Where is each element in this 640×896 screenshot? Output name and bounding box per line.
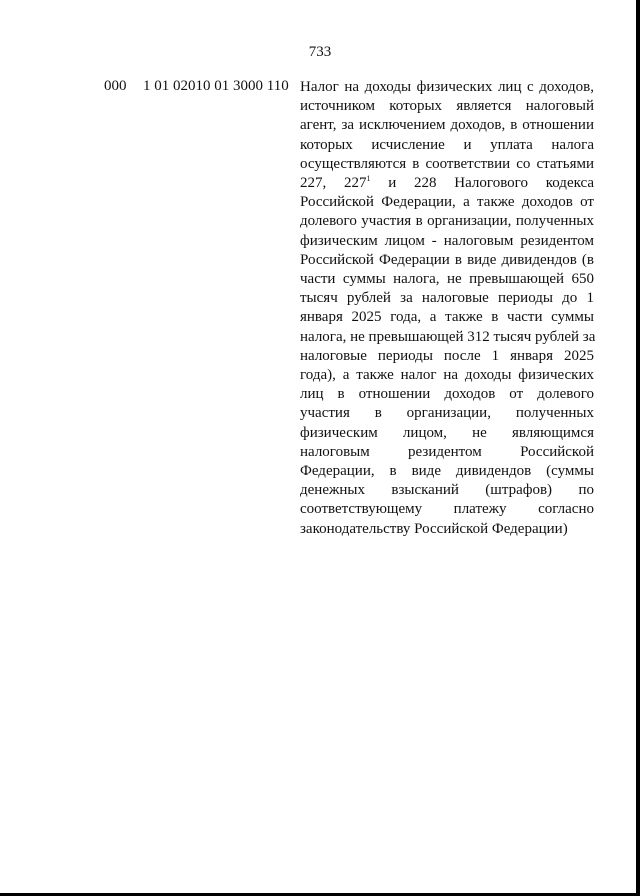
income-description (300, 78, 594, 539)
description-line: физическим лицом - налоговым резидентом (300, 232, 594, 249)
page-number: 733 (308, 44, 332, 60)
description-line: осуществляются в соответствии со статьями (300, 155, 594, 172)
description-line: законодательству Российской Федерации) (300, 520, 568, 537)
description-line: налога, не превышающей 312 тысяч рублей за (300, 328, 596, 345)
description-line: участия в организации, полученных (300, 405, 594, 422)
description-line: тысяч рублей за налоговые периоды до 1 (300, 290, 594, 307)
description-line: налоговым резидентом Российской (300, 443, 594, 460)
description-line: денежных взысканий (штрафов) по (300, 482, 594, 499)
description-line: долевого участия в организации, полученных (300, 213, 594, 230)
description-line: Налог на доходы физических лиц с доходов, (300, 79, 594, 95)
description-line: агент, за исключением доходов, в отношении (300, 117, 594, 134)
description-line: части суммы налога, не превышающей 650 (300, 271, 594, 288)
description-line-with-article (300, 174, 594, 193)
description-line: источником которых является налоговый (300, 98, 594, 115)
description-line: Российской Федерации в виде дивидендов (в (300, 251, 594, 268)
description-line: Федерации, в виде дивидендов (суммы (300, 463, 594, 480)
budget-classification-code: 1 01 02010 01 3000 110 (143, 78, 289, 94)
article-rest: и 228 Налогового кодекса (370, 175, 595, 192)
description-line: соответствующему платежу согласно (300, 501, 594, 518)
description-line: Российской Федерации, а также доходов от (300, 194, 594, 211)
description-line: лиц в отношении доходов от долевого (300, 386, 594, 403)
administrator-code: 000 (104, 78, 127, 94)
description-line: налоговые периоды после 1 января 2025 (300, 347, 594, 364)
description-line: которых исчисление и уплата налога (300, 136, 594, 153)
description-line: января 2025 года, а также в части суммы (300, 309, 594, 326)
article-numbers: 227, 227 (300, 175, 367, 192)
description-line: года), а также налог на доходы физических (300, 367, 594, 384)
description-line: физическим лицом, не являющимся (300, 424, 594, 441)
article-superscript: 1 (366, 174, 371, 184)
